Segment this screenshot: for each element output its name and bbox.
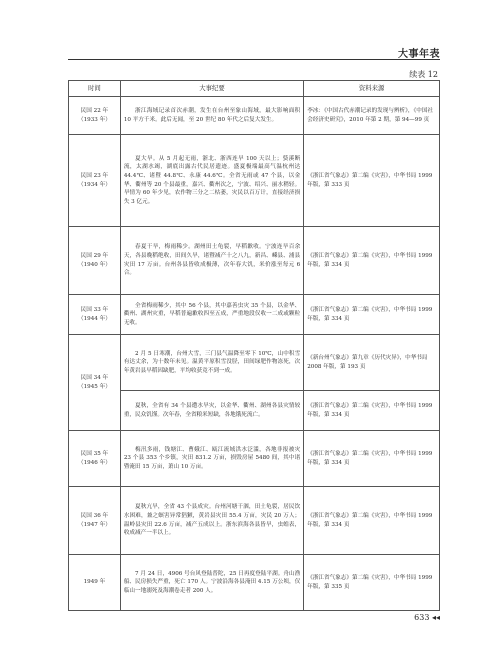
chronicle-table: [68, 80, 440, 611]
row-source: 《浙江省气象志》第二编《灾害》，中华书局 1999 年版，第 334 页: [304, 295, 440, 335]
header-rule: [68, 59, 440, 60]
column-header-events: 大事纪要: [120, 81, 303, 97]
row-source: 《浙江省气象志》第二编《灾害》，中华书局 1999 年版，第 334 页: [304, 227, 440, 295]
page-number: 633 ◂◂: [414, 613, 440, 622]
table-row: [69, 135, 440, 227]
row-time: 民国 36 年（1947 年）: [69, 487, 121, 555]
row-time: 民国 34 年（1945 年）: [69, 335, 121, 431]
row-event: 梅汛多雨，钱塘江、曹娥江、瓯江流域洪水泛滥，各地非报被灾 23 个县 353 个乡镇，灾田 831.2 万亩，损毁房屋 5480 间，其中诸暨淹田 15 万亩，萧山 10 万亩。: [120, 431, 303, 487]
continuation-label: 续表 12: [409, 70, 438, 79]
table-row: [69, 487, 440, 555]
row-time: 民国 23 年（1934 年）: [69, 135, 121, 227]
table-header-row: [69, 81, 440, 97]
row-time: 1949 年: [69, 555, 121, 611]
table-row: [69, 97, 440, 135]
row-event: 7 月 24 日，4906 号台风登陆普陀，25 日再度登陆平湖。舟山渔船、民房损失严重，死亡 170 人。宁波沿海各县淹田 4.15 万公顷，仅临山一地溺死及海潮卷走者 200 人。: [120, 555, 303, 611]
row-source: 《浙江省气象志》第二编《灾害》，中华书局 1999 年版，第 334 页: [304, 391, 440, 431]
column-header-time: 时间: [69, 81, 121, 97]
row-source: 《浙江省气象志》第二编《灾害》，中华书局 1999 年版，第 333 页: [304, 135, 440, 227]
table-row: [69, 555, 440, 611]
row-source: 《浙江省气象志》第二编《灾害》，中华书局 1999 年版，第 334 页: [304, 431, 440, 487]
row-event: 夏秋亢旱，全省 43 个县成灾。台州河塘干涸，田土龟裂，居民饮水困难，兼之螟害异常猖獗，黄岩县灾田 55.4 万亩，灾民 20 万人；温岭县灾田 22.6 万亩，减产五成以上。浙东滨海各县皆旱，虫蝗表，收成减产一半以上。: [120, 487, 303, 555]
row-source: 李冰：《中国古代赤潮记录的发现与辨析》，《中国社会经济史研究》，2010 年第 2 期，第 94—99 页: [304, 97, 440, 135]
row-source: 《浙江省气象志》第二编《灾害》，中华书局 1999 年版，第 335 页: [304, 555, 440, 611]
row-time: 民国 22 年（1933 年）: [69, 97, 121, 135]
table-row: [69, 335, 440, 391]
row-event: 夏秋，全省有 34 个县遭水旱灾，以金华、衢州、湖州各县灾情较重，民众饥馑。次年春，全省粮米短缺，各地饿死流亡。: [120, 391, 303, 431]
row-event: 2 月 5 日寒潮，台州大雪，三门县气温降至零下 10℃，山中积雪有达丈余，为十数年未见。温黄平原积雪没胫，田间绿肥作物冻死，次年黄岩县早稻因缺肥，平均收获竟不到一成。: [120, 335, 303, 391]
column-header-source: 资料来源: [304, 81, 440, 97]
row-time: 民国 33 年（1944 年）: [69, 295, 121, 335]
row-event: 全省梅雨稀少，其中 56 个县，其中嘉善虫灾 35 个县，以金华、衢州、湖州灾重，早稻普遍歉收四至五成，严重地段仅收一二成或颗粒无收。: [120, 295, 303, 335]
row-event: 浙江海域记录首次赤潮，发生在台州至象山海域，最大影响面积 10 平方千米。此后无闻，至 20 世纪 80 年代之后复大发生。: [120, 97, 303, 135]
section-title: 大事年表: [398, 49, 440, 60]
row-time: 民国 35 年（1946 年）: [69, 431, 121, 487]
row-event: 春夏干旱，梅雨稀少。湖州田土龟裂，早稻歉收。宁波连旱百余天，各县晚稻绝收，田间久旱，诸暨减产十之八九，新昌、嵊县、浦县灾田 17 万亩。台州各县皆收成极薄，次年春大饥，米价涨至每元 6 合。: [120, 227, 303, 295]
row-time: 民国 29 年（1940 年）: [69, 227, 121, 295]
table-row: [69, 295, 440, 335]
table-row: [69, 431, 440, 487]
table-row: [69, 227, 440, 295]
row-event: 夏大旱。从 5 月起无雨，浙北、浙西连旱 100 天以上；赀溪断流，太湖水竭，湖底出露古代民居遗迹。盛夏极端最高气温杭州达 44.4℃、诸暨 44.8℃、永康 44.6℃。全省无雨或 47 个县，以金华、衢州等 20 个县最重，嘉兴、衢州次之，宁波、绍兴、丽水稍轻。旱情为 60 年少见，农作物三分之二枯萎，灾民以百万计，直接经济损失 3 亿元。: [120, 135, 303, 227]
table-row: [69, 391, 440, 431]
row-source: 《浙江省气象志》第二编《灾害》，中华书局 1999 年版，第 334 页: [304, 487, 440, 555]
row-source: 《新台州气象志》第九章《历代灾异》，中华书局 2008 年版，第 193 页: [304, 335, 440, 391]
